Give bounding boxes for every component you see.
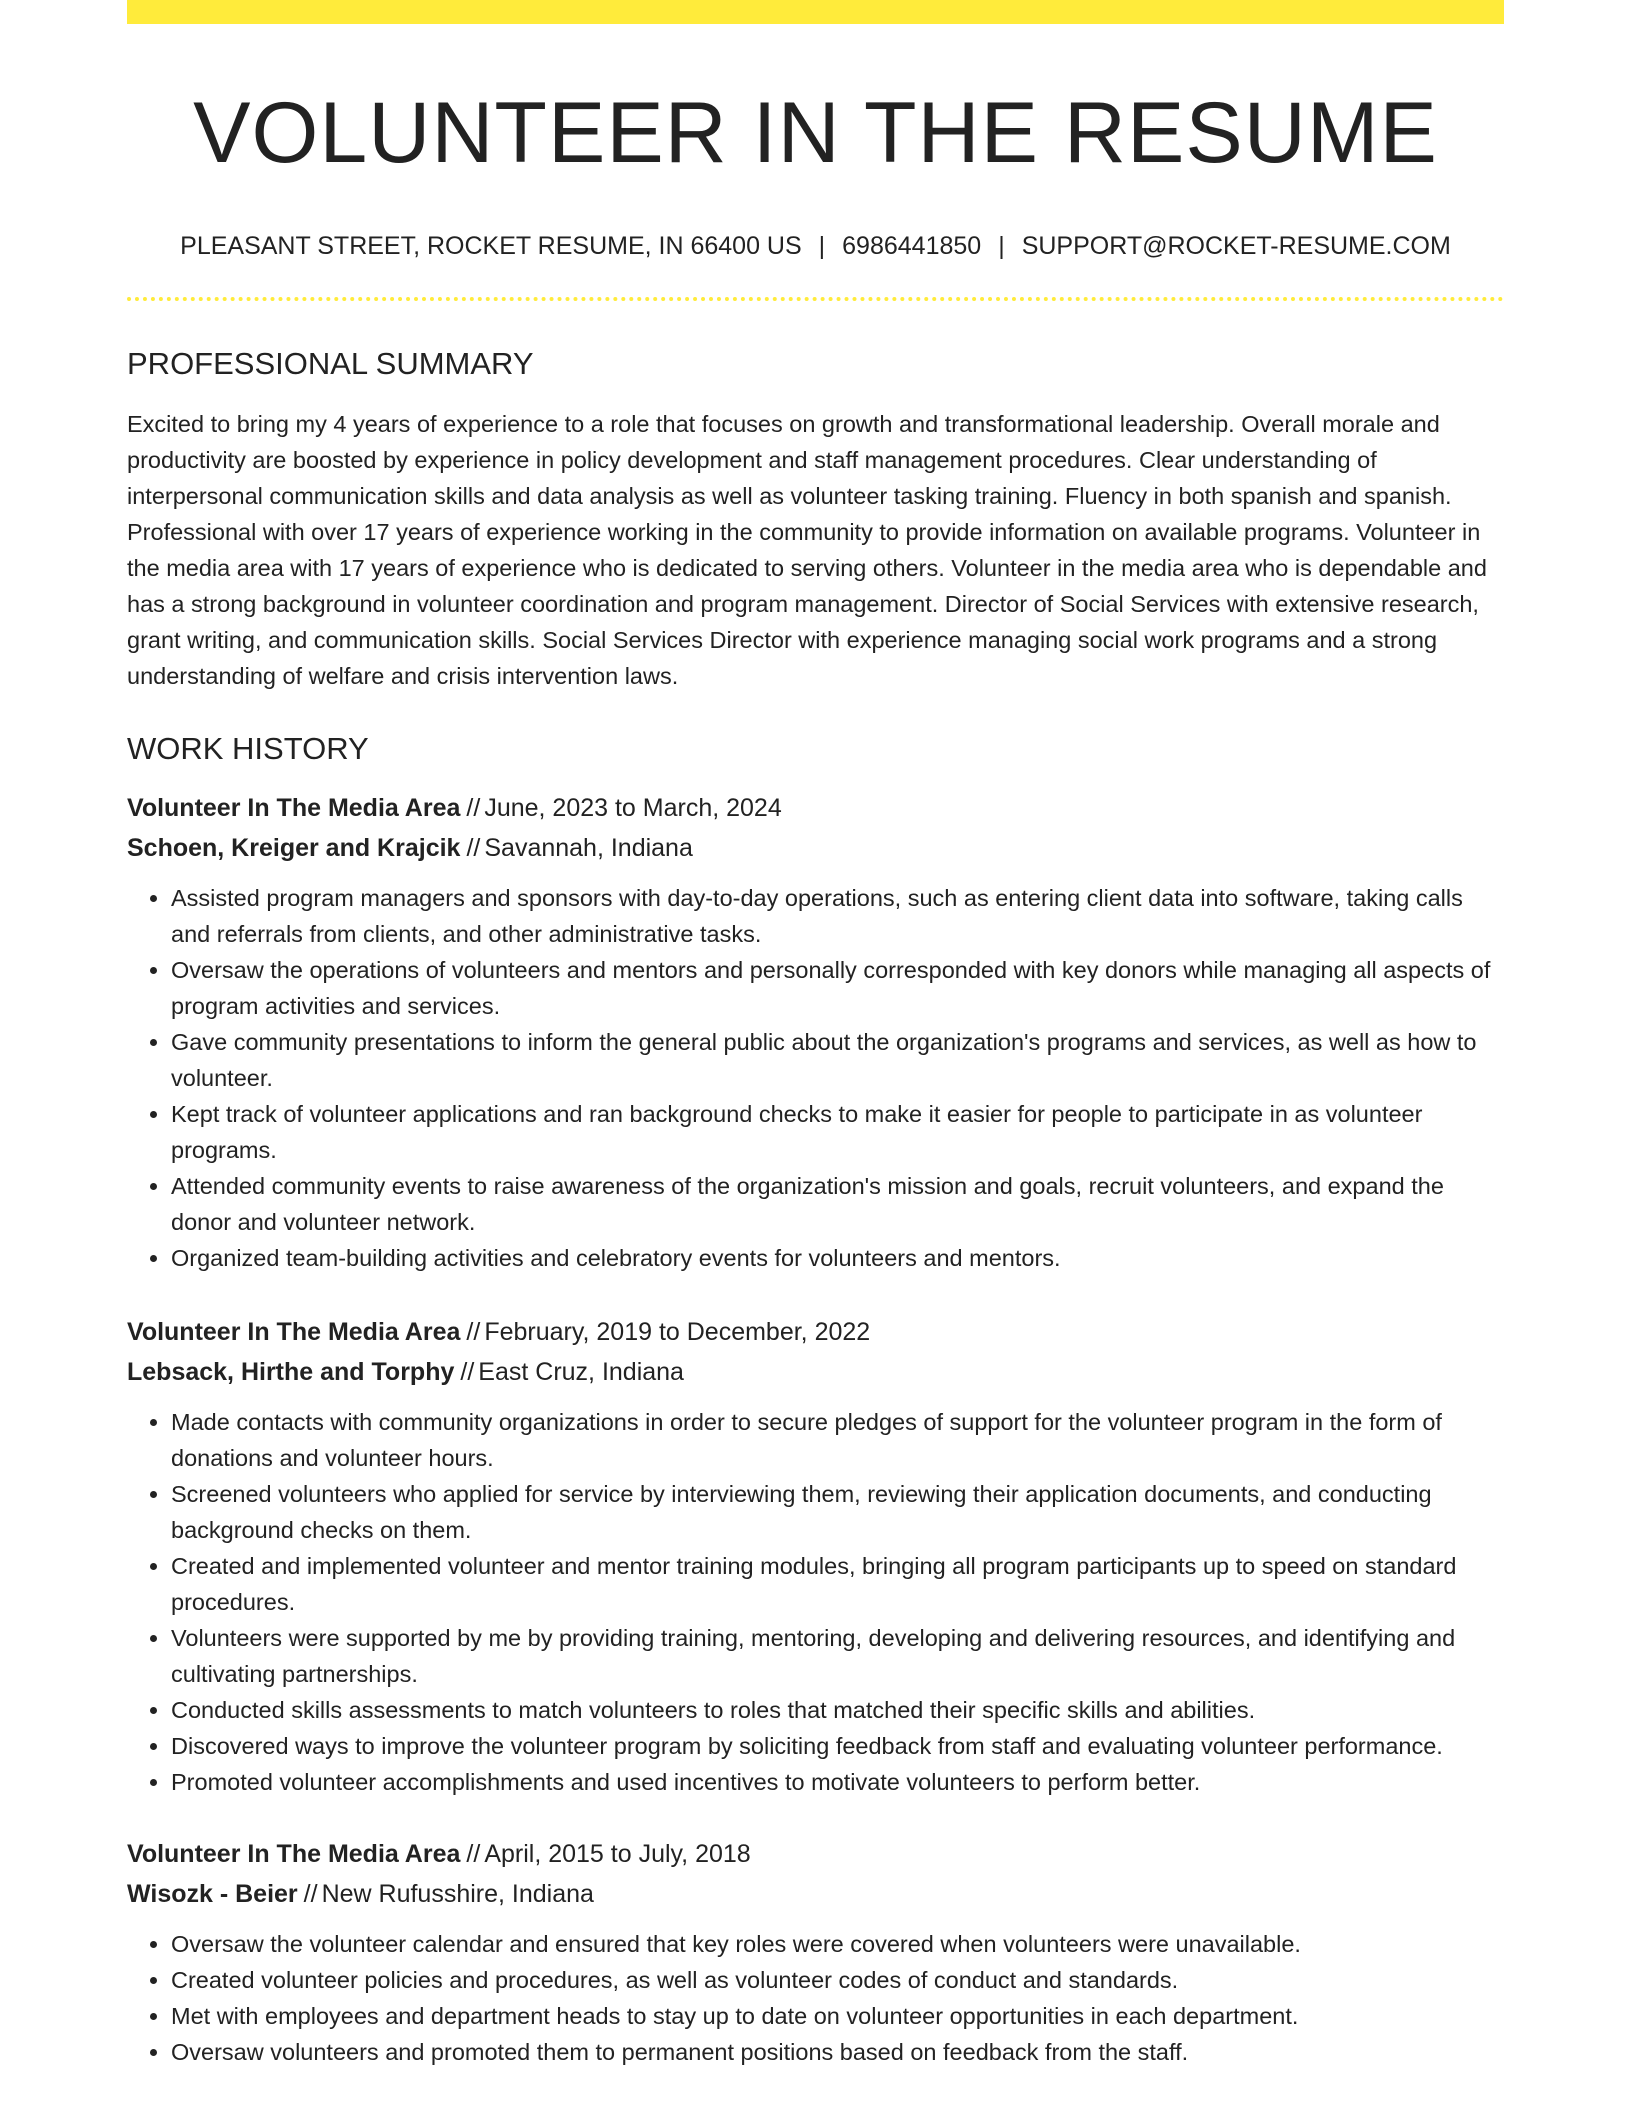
duty-list: [127, 880, 1504, 1276]
duty-list: [127, 1404, 1504, 1800]
job-dates: June, 2023 to March, 2024: [484, 793, 782, 822]
job-dates: April, 2015 to July, 2018: [484, 1839, 751, 1868]
duty-item: • Organized team-building activities and celebratory events for volunteers and mentors.: [171, 1240, 1504, 1276]
duty-item: • Gave community presentations to inform the general public about the organization's programs and services, as well as how to volunteer.: [171, 1024, 1504, 1096]
job-role: Volunteer In The Media Area: [127, 793, 461, 822]
duty-item: • Assisted program managers and sponsors with day-to-day operations, such as entering client data into software, taking calls and referrals from clients, and other administrative tasks.: [171, 880, 1504, 952]
duty-item: • Conducted skills assessments to match volunteers to roles that matched their specific skills and abilities.: [171, 1692, 1504, 1728]
delimiter: //: [466, 1317, 481, 1346]
job-location: East Cruz, Indiana: [478, 1357, 684, 1386]
resume-page: [127, 0, 1504, 2070]
duty-item: • Screened volunteers who applied for service by interviewing them, reviewing their application documents, and conducting background checks on them.: [171, 1476, 1504, 1548]
job-company: Wisozk - Beier: [127, 1879, 298, 1908]
duty-item: • Discovered ways to improve the volunteer program by soliciting feedback from staff and evaluating volunteer performance.: [171, 1728, 1504, 1764]
duty-item: • Made contacts with community organizations in order to secure pledges of support for the volunteer program in the form of donations and volunteer hours.: [171, 1404, 1504, 1476]
delimiter: //: [466, 793, 481, 822]
duty-item: • Attended community events to raise awareness of the organization's mission and goals, recruit volunteers, and expand the donor and volunteer network.: [171, 1168, 1504, 1240]
job-company: Schoen, Kreiger and Krajcik: [127, 833, 461, 862]
job-entry: [127, 1834, 1504, 2070]
job-dates: February, 2019 to December, 2022: [484, 1317, 871, 1346]
duty-item: • Kept track of volunteer applications and ran background checks to make it easier for people to participate in as volunteer programs.: [171, 1096, 1504, 1168]
job-role: Volunteer In The Media Area: [127, 1317, 461, 1346]
job-company: Lebsack, Hirthe and Torphy: [127, 1357, 455, 1386]
contact-separator: |: [818, 232, 826, 261]
duty-item: • Created and implemented volunteer and mentor training modules, bringing all program participants up to speed on standard procedures.: [171, 1548, 1504, 1620]
summary-text: Excited to bring my 4 years of experience to a role that focuses on growth and transformational leadership. Overall morale and productivity are boosted by experience in policy development and staff management procedures. Clear understanding of interpersonal communication skills and data analysis as well as volunteer tasking training. Fluency in both spanish and spanish. Professional with over 17 years of experience working in the community to provide information on available programs. Volunteer in the media area with 17 years of experience who is dedicated to serving others. Volunteer in the media area who is dependable and has a strong background in volunteer coordination and program management. Director of Social Services with extensive research, grant writing, and communication skills. Social Services Director with experience managing social work programs and a strong understanding of welfare and crisis intervention laws.: [127, 411, 1487, 690]
duty-item: • Created volunteer policies and procedures, as well as volunteer codes of conduct and standards.: [171, 1962, 1504, 1998]
job-title-line: [127, 1834, 1504, 1874]
delimiter: //: [303, 1879, 318, 1908]
contact-email: SUPPORT@ROCKET-RESUME.COM: [1021, 232, 1451, 261]
job-title-line: [127, 1312, 1504, 1352]
duty-item: • Oversaw the volunteer calendar and ensured that key roles were covered when volunteers were unavailable.: [171, 1926, 1504, 1962]
dotted-divider: [127, 297, 1504, 301]
contact-phone: 6986441850: [842, 232, 982, 261]
summary-heading: PROFESSIONAL SUMMARY: [127, 346, 534, 382]
job-company-line: [127, 1874, 1504, 1914]
duty-item: • Volunteers were supported by me by providing training, mentoring, developing and delivering resources, and identifying and cultivating partnerships.: [171, 1620, 1504, 1692]
duty-item: • Oversaw the operations of volunteers and mentors and personally corresponded with key donors while managing all aspects of program activities and services.: [171, 952, 1504, 1024]
job-location: New Rufusshire, Indiana: [321, 1879, 594, 1908]
job-title-line: [127, 788, 1504, 828]
duty-item: • Promoted volunteer accomplishments and used incentives to motivate volunteers to perform better.: [171, 1764, 1504, 1800]
duty-item: • Met with employees and department heads to stay up to date on volunteer opportunities in each department.: [171, 1998, 1504, 2034]
contact-line: [127, 231, 1504, 261]
job-location: Savannah, Indiana: [484, 833, 693, 862]
duty-list: [127, 1926, 1504, 2070]
job-company-line: [127, 1352, 1504, 1392]
job-entry: [127, 1312, 1504, 1800]
work-history-heading: WORK HISTORY: [127, 731, 369, 767]
delimiter: //: [466, 1839, 481, 1868]
top-accent-bar: [127, 0, 1504, 24]
resume-name: VOLUNTEER IN THE RESUME: [193, 85, 1438, 181]
delimiter: //: [466, 833, 481, 862]
job-company-line: [127, 828, 1504, 868]
delimiter: //: [460, 1357, 475, 1386]
contact-address: PLEASANT STREET, ROCKET RESUME, IN 66400 US: [180, 232, 802, 261]
contact-separator: |: [998, 232, 1005, 261]
duty-item: • Oversaw volunteers and promoted them to permanent positions based on feedback from the staff.: [171, 2034, 1504, 2070]
job-role: Volunteer In The Media Area: [127, 1839, 461, 1868]
job-entry: [127, 788, 1504, 1276]
